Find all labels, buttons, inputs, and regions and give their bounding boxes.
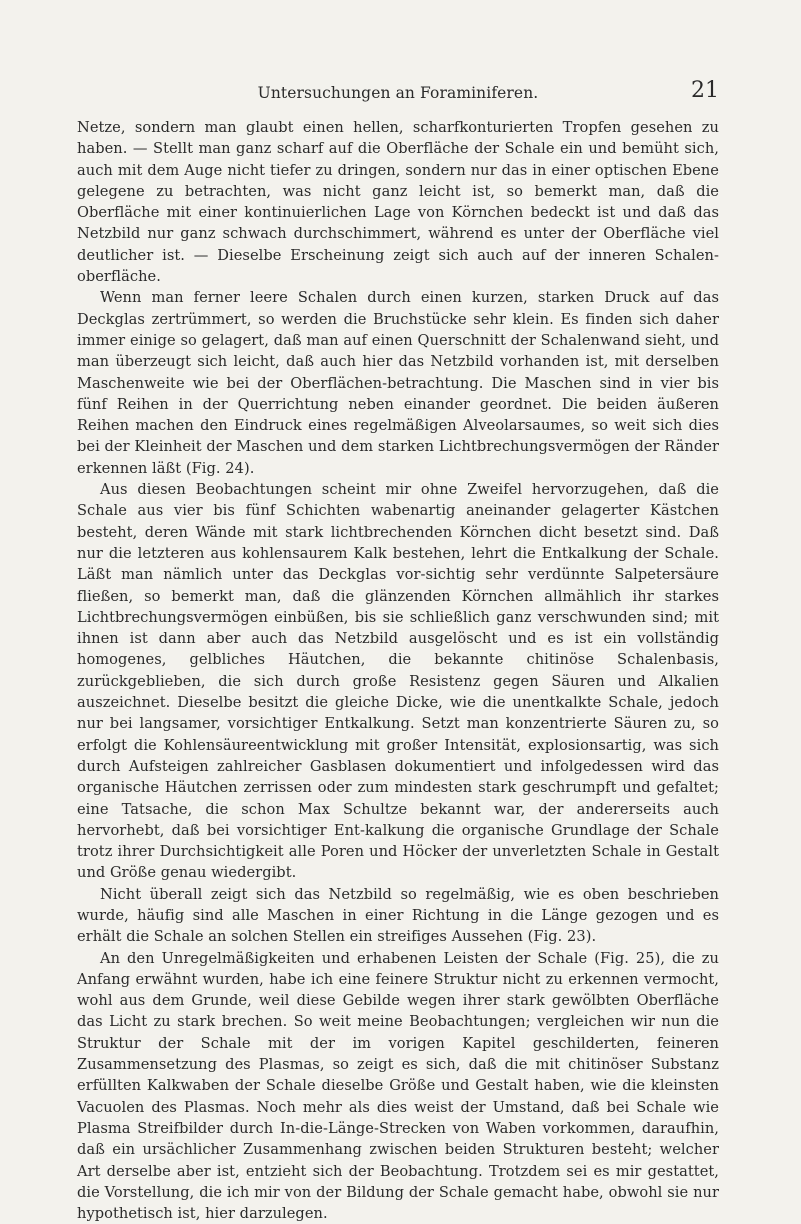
paragraph-3: Aus diesen Beobachtungen scheint mir ohne Zweifel hervorzugehen, daß die Schale aus vier bis fünf Schichten wabenartig aneinander gelagerter Kästchen besteht, deren Wände mit stark lichtbrechenden Körnchen dicht besetzt sind. Daß nur die letzteren aus kohlensaurem Kalk bestehen, lehrt die Entkalkung der Schale. Läßt man nämlich unter das Deckglas vor-sichtig sehr verdünnte Salpetersäure fließen, so bemerkt man, daß die glänzenden Körnchen allmählich ihr starkes Lichtbrechungsvermögen einbüßen, bis sie schließlich ganz verschwunden sind; mit ihnen ist dann aber auch das Netzbild ausgelöscht und es ist ein vollständig homogenes, gelbliches Häutchen, die bekannte chitinöse Schalenbasis, zurückgeblieben, die sich durch große Resistenz gegen Säuren und Alkalien auszeichnet. Dieselbe besitzt die gleiche Dicke, wie die unentkalkte Schale, jedoch nur bei langsamer, vorsichtiger Entkalkung. Setzt man konzentrierte Säuren zu, so erfolgt die Kohlensäureentwicklung mit großer Intensität, explosionsartig, was sich durch Aufsteigen zahlreicher Gasblasen dokumentiert und infolgedessen wird das organische Häutchen zerrissen oder zum mindesten stark geschrumpft und gefaltet; eine Tatsache, die schon Max Schultze bekannt war, der andererseits auch hervorhebt, daß bei vorsichtiger Ent-kalkung die organische Grundlage der Schale trotz ihrer Durchsichtigkeit alle Poren und Höcker der unverletzten Schale in Gestalt und Größe genau wiedergibt.: [77, 481, 719, 882]
running-title: Untersuchungen an Foraminiferen.: [257, 84, 539, 102]
page-header: [77, 80, 719, 110]
paragraph-2: Wenn man ferner leere Schalen durch einen kurzen, starken Druck auf das Deckglas zertrümmert, so werden die Bruchstücke sehr klein. Es finden sich daher immer einige so gelagert, daß man auf einen Querschnitt der Schalenwand sieht, und man überzeugt sich leicht, daß auch hier das Netzbild vorhanden ist, mit derselben Maschenweite wie bei der Oberflächen-betrachtung. Die Maschen sind in vier bis fünf Reihen in der Querrichtung neben einander geordnet. Die beiden äußeren Reihen machen den Eindruck eines regelmäßigen Alveolarsaumes, so weit sich dies bei der Kleinheit der Maschen und dem starken Lichtbrechungsvermögen der Ränder erkennen läßt (Fig. 24).: [77, 289, 719, 477]
paragraph-4: Nicht überall zeigt sich das Netzbild so regelmäßig, wie es oben beschrieben wurde, häufig sind alle Maschen in einer Richtung in die Länge gezogen und es erhält die Schale an solchen Stellen ein streifiges Aussehen (Fig. 23).: [77, 885, 719, 946]
paragraph-1: Netze, sondern man glaubt einen hellen, scharfkonturierten Tropfen gesehen zu haben. — Stellt man ganz scharf auf die Oberfläche der Schale ein und bemüht sich, auch mit dem Auge nicht tiefer zu dringen, sondern nur das in einer optischen Ebene gelegene zu betrachten, was nicht ganz leicht ist, so bemerkt man, daß die Oberfläche mit einer kontinuierlichen Lage von Körnchen bedeckt ist und daß das Netzbild nur ganz schwach durchschimmert, während es unter der Oberfläche viel deutlicher ist. — Dieselbe Erscheinung zeigt sich auch auf der inneren Schalen-oberfläche.: [77, 119, 719, 286]
paragraph-5: An den Unregelmäßigkeiten und erhabenen Leisten der Schale (Fig. 25), die zu Anfang erwähnt wurden, habe ich eine feinere Struktur nicht zu erkennen vermocht, wohl aus dem Grunde, weil diese Gebilde wegen ihrer stark gewölbten Oberfläche das Licht zu stark brechen. So weit meine Beobachtungen; vergleichen wir nun die Struktur der Schale mit der im vorigen Kapitel geschilderten, feineren Zusammensetzung des Plasmas, so zeigt es sich, daß die mit chitinöser Substanz erfüllten Kalkwaben der Schale dieselbe Größe und Gestalt haben, wie die kleinsten Vacuolen des Plasmas. Noch mehr als dies weist der Umstand, daß bei Schale wie Plasma Streifbilder durch In-die-Länge-Strecken von Waben vorkommen, daraufhin, daß ein ursächlicher Zusammenhang zwischen beiden Strukturen besteht; welcher Art derselbe aber ist, entzieht sich der Beobachtung. Trotzdem sei es mir gestattet, die Vorstellung, die ich mir von der Bildung der Schale gemacht habe, obwohl sie nur hypothetisch ist, hier darzulegen.: [77, 949, 719, 1223]
page-number: 21: [691, 78, 719, 103]
body-text: [77, 117, 719, 1224]
